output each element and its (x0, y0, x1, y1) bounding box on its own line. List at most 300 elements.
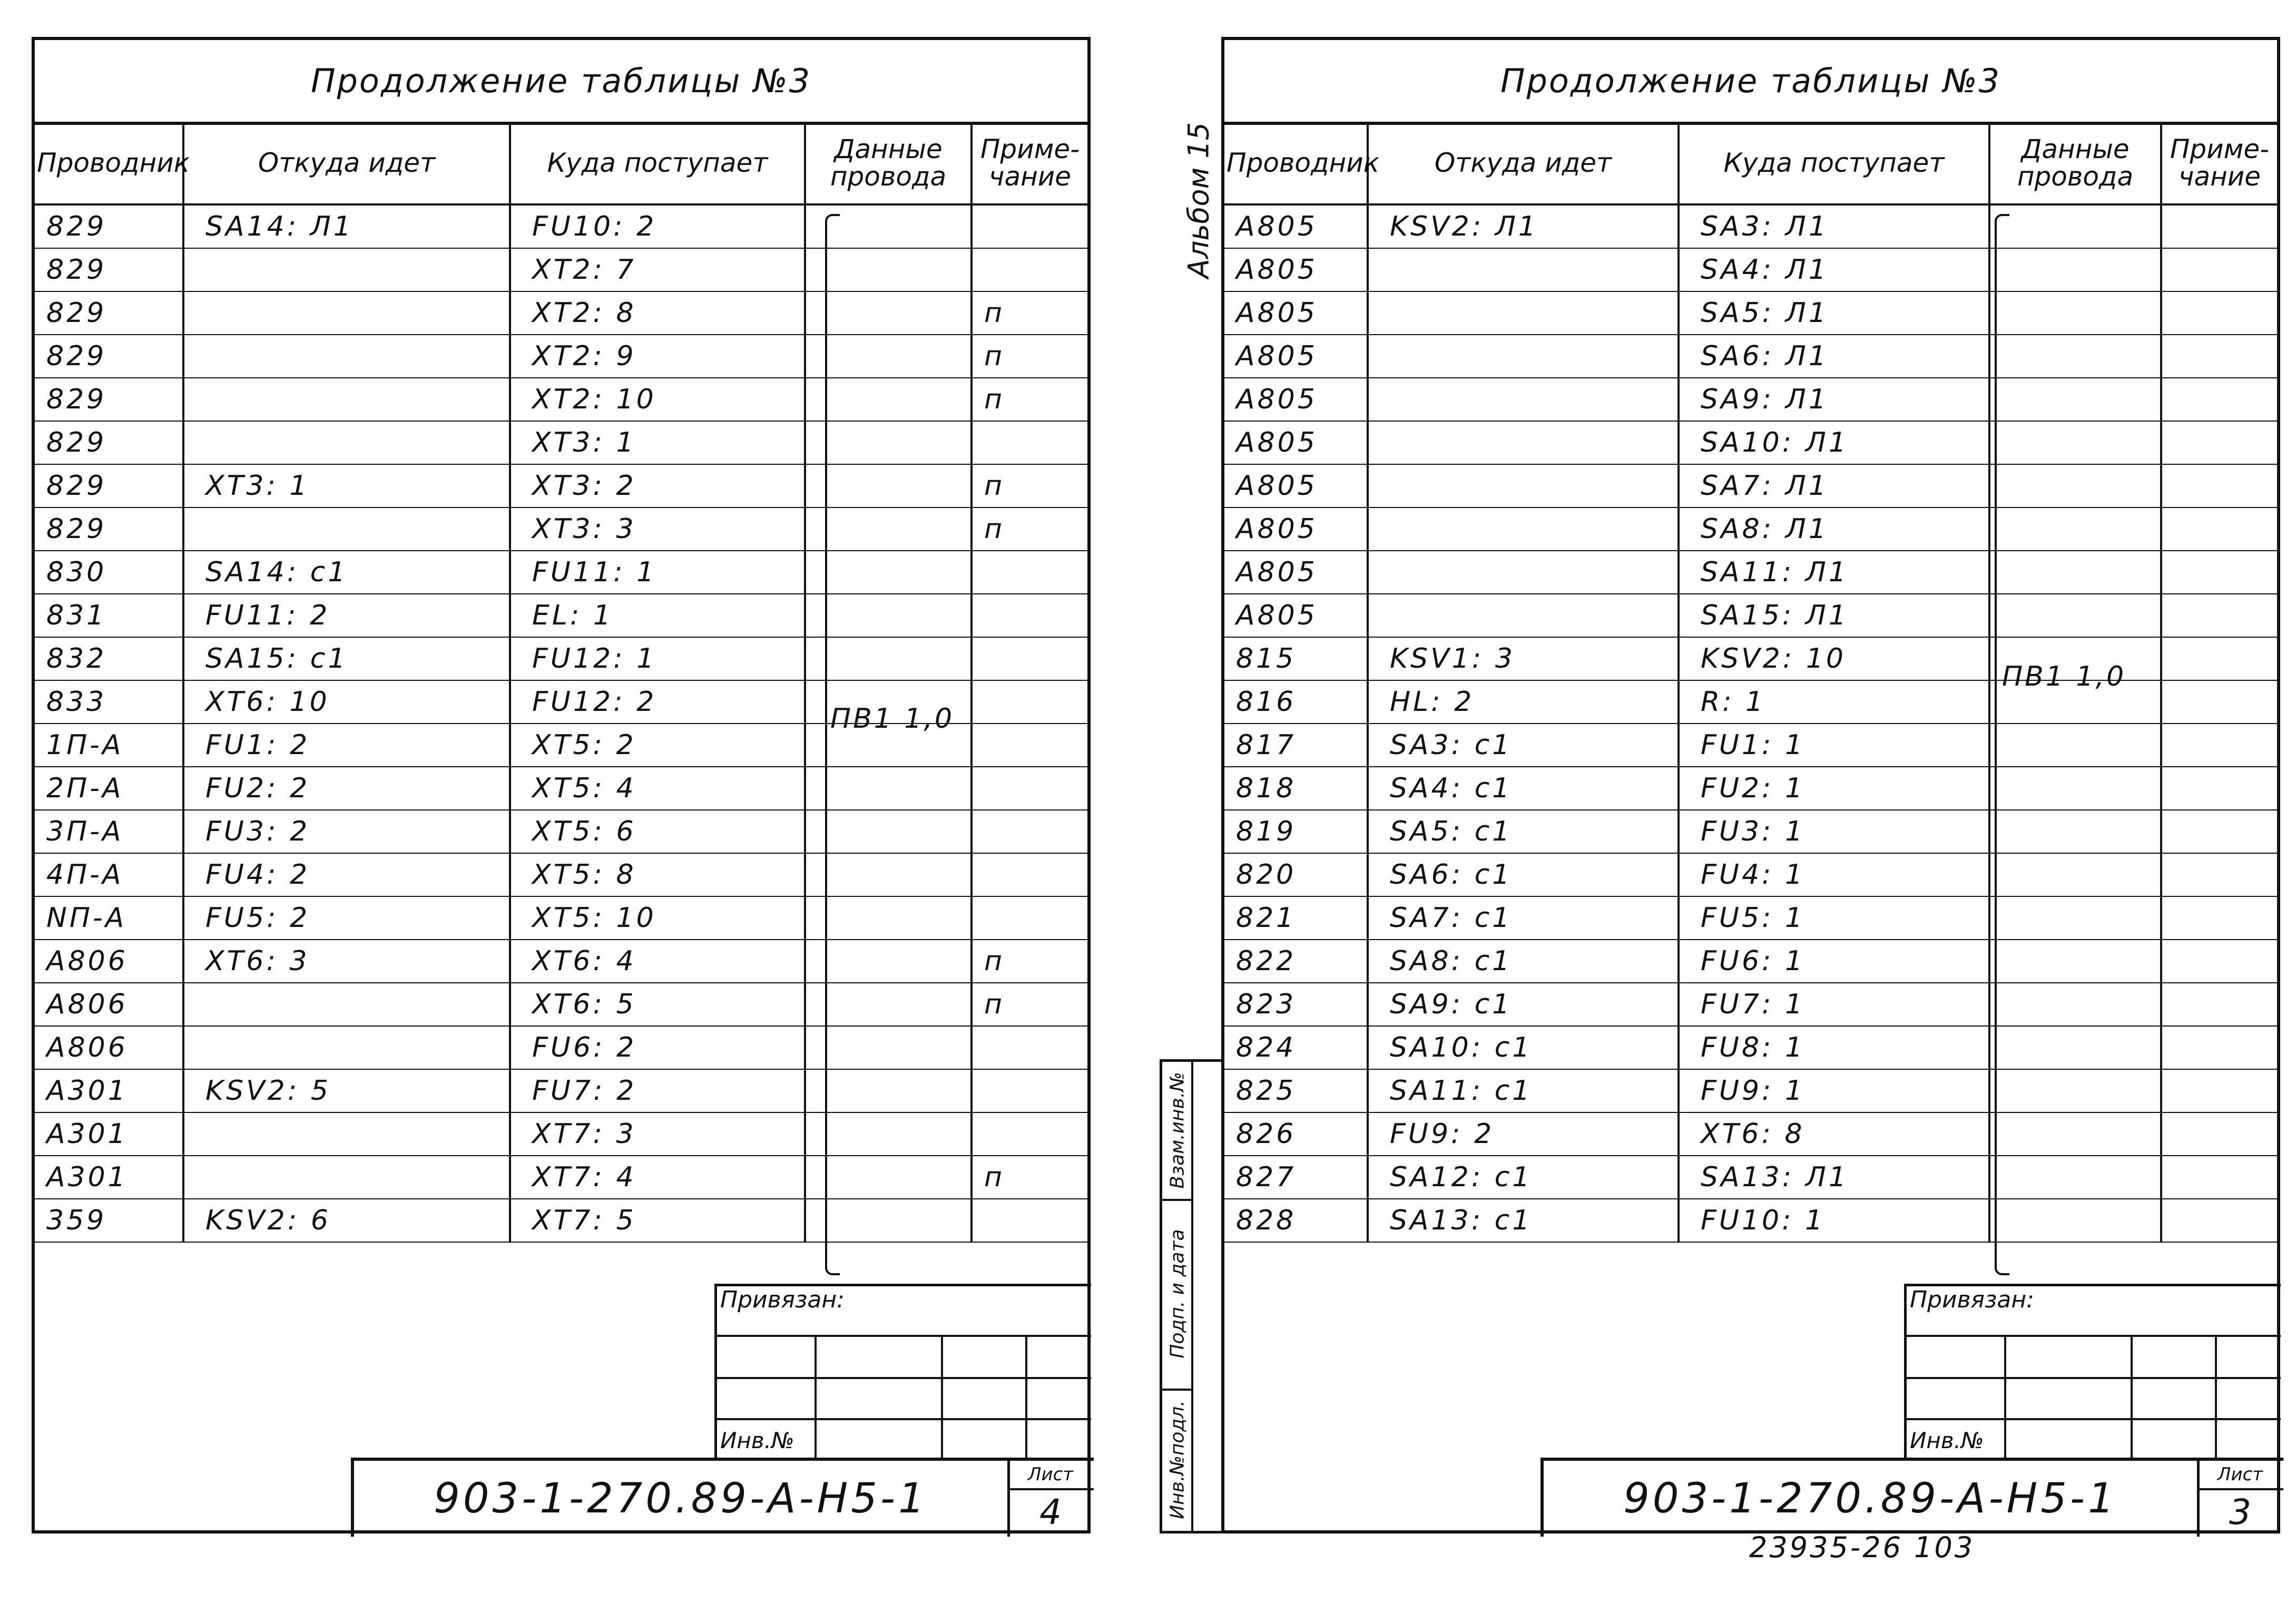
cell-to: SA4: Л1 (1679, 248, 1989, 291)
cell-wire-data (1989, 594, 2161, 637)
cell-from (183, 291, 510, 335)
cell-to: FU12: 1 (510, 637, 805, 680)
cell-to: FU6: 2 (510, 1026, 805, 1069)
header-note: Приме-чание (972, 122, 1087, 204)
cell-to: SA15: Л1 (1679, 594, 1989, 637)
cell-wire-data (1989, 1069, 2161, 1112)
cell-from: XT3: 1 (183, 464, 510, 507)
cell-conductor: A806 (35, 1026, 183, 1069)
cell-note (2161, 637, 2277, 680)
cell-conductor: A805 (1224, 464, 1368, 507)
table-row (35, 983, 1087, 1026)
cell-note: п (972, 291, 1087, 335)
cell-wire-data (1989, 551, 2161, 594)
cell-from: SA13: c1 (1368, 1199, 1679, 1242)
cell-note (2161, 896, 2277, 940)
cell-conductor: 3П-А (35, 810, 183, 853)
table-header-row (35, 122, 1087, 204)
cell-to: FU7: 2 (510, 1069, 805, 1112)
cell-to: FU5: 1 (1679, 896, 1989, 940)
cell-to: FU7: 1 (1679, 983, 1989, 1026)
wire-data-brace (1995, 214, 2009, 1275)
table-row (35, 464, 1087, 507)
table-row (35, 1026, 1087, 1069)
cell-to: SA5: Л1 (1679, 291, 1989, 335)
cell-to: FU12: 2 (510, 680, 805, 724)
table-row (1224, 335, 2277, 378)
cell-conductor: 818 (1224, 767, 1368, 810)
cell-to: FU8: 1 (1679, 1026, 1989, 1069)
table-row (35, 1069, 1087, 1112)
cell-from (1368, 378, 1679, 421)
cell-wire-data (1989, 1026, 2161, 1069)
cell-wire-data (1989, 421, 2161, 464)
cell-wire-data (1989, 507, 2161, 551)
cell-note: п (972, 983, 1087, 1026)
cell-to: FU10: 2 (510, 204, 805, 248)
title-block (1541, 1458, 2283, 1537)
header-to: Куда поступает (1679, 122, 1989, 204)
cell-to: XT5: 6 (510, 810, 805, 853)
wire-data-brace (825, 214, 840, 1275)
cell-to: FU1: 1 (1679, 724, 1989, 767)
cell-from: SA14: Л1 (183, 204, 510, 248)
cell-wire-data (1989, 1156, 2161, 1199)
cell-to: XT6: 4 (510, 940, 805, 983)
cell-note (2161, 767, 2277, 810)
cell-wire-data (1989, 378, 2161, 421)
cell-from: XT6: 3 (183, 940, 510, 983)
cell-from: SA15: c1 (183, 637, 510, 680)
header-wire-data: Данные провода (805, 122, 972, 204)
cell-from: SA8: c1 (1368, 940, 1679, 983)
cell-to: XT3: 1 (510, 421, 805, 464)
cell-conductor: 822 (1224, 940, 1368, 983)
cell-to: R: 1 (1679, 680, 1989, 724)
sheet-number: 3 (2229, 1492, 2251, 1532)
cell-note (2161, 1069, 2277, 1112)
cell-from: KSV2: Л1 (1368, 204, 1679, 248)
sheet-left (32, 37, 1091, 1533)
wire-data-label: ПВ1 1,0 (830, 703, 955, 735)
table-row (1224, 810, 2277, 853)
sheet-label: Лист (2197, 1461, 2283, 1490)
table-row (35, 810, 1087, 853)
cell-note (2161, 940, 2277, 983)
cell-note (2161, 204, 2277, 248)
cell-from: SA9: c1 (1368, 983, 1679, 1026)
cell-wire-data (1989, 291, 2161, 335)
cell-wire-data (1989, 335, 2161, 378)
table-row (35, 378, 1087, 421)
cell-from: SA3: c1 (1368, 724, 1679, 767)
cell-conductor: 823 (1224, 983, 1368, 1026)
cell-to: XT3: 3 (510, 507, 805, 551)
cell-wire-data (1989, 940, 2161, 983)
album-label: Альбом 15 (1182, 122, 1215, 279)
header-conductor: Проводник (1224, 122, 1368, 204)
cell-wire-data (1989, 204, 2161, 248)
table-row (1224, 767, 2277, 810)
cell-conductor: 1П-А (35, 724, 183, 767)
table-row (35, 853, 1087, 896)
cell-note (2161, 1199, 2277, 1242)
cell-to: SA10: Л1 (1679, 421, 1989, 464)
cell-conductor: 824 (1224, 1026, 1368, 1069)
cell-note (2161, 291, 2277, 335)
cell-conductor: A301 (35, 1112, 183, 1156)
cell-note (972, 1112, 1087, 1156)
cell-note (972, 810, 1087, 853)
sheet-label: Лист (1007, 1461, 1094, 1490)
cell-to: EL: 1 (510, 594, 805, 637)
binding-stamp (714, 1284, 1091, 1460)
cell-conductor: 816 (1224, 680, 1368, 724)
cell-from (1368, 291, 1679, 335)
cell-to: FU2: 1 (1679, 767, 1989, 810)
cell-to: KSV2: 10 (1679, 637, 1989, 680)
cell-wire-data (1989, 853, 2161, 896)
cell-to: XT2: 8 (510, 291, 805, 335)
binding-stamp (1904, 1284, 2281, 1460)
cell-conductor: A805 (1224, 551, 1368, 594)
cell-to: SA3: Л1 (1679, 204, 1989, 248)
cell-from (1368, 464, 1679, 507)
header-to: Куда поступает (510, 122, 805, 204)
wiring-table (35, 122, 1087, 1243)
cell-to: XT3: 2 (510, 464, 805, 507)
cell-to: XT7: 3 (510, 1112, 805, 1156)
table-row (1224, 1199, 2277, 1242)
footer-number: 23935-26 103 (1749, 1531, 1975, 1564)
table-row (35, 1199, 1087, 1242)
side-strip (1160, 1059, 1221, 1533)
cell-note (2161, 551, 2277, 594)
cell-from (183, 1156, 510, 1199)
table-row (1224, 507, 2277, 551)
cell-note (2161, 248, 2277, 291)
cell-conductor: 831 (35, 594, 183, 637)
cell-to: XT2: 7 (510, 248, 805, 291)
cell-conductor: 830 (35, 551, 183, 594)
cell-from: SA6: c1 (1368, 853, 1679, 896)
cell-wire-data (1989, 983, 2161, 1026)
cell-to: SA13: Л1 (1679, 1156, 1989, 1199)
header-note: Приме-чание (2161, 122, 2277, 204)
cell-conductor: 829 (35, 378, 183, 421)
cell-conductor: 832 (35, 637, 183, 680)
table-row (35, 637, 1087, 680)
cell-wire-data (1989, 896, 2161, 940)
cell-from: SA4: c1 (1368, 767, 1679, 810)
cell-conductor: 829 (35, 291, 183, 335)
cell-conductor: 829 (35, 464, 183, 507)
cell-conductor: 819 (1224, 810, 1368, 853)
cell-from: SA10: c1 (1368, 1026, 1679, 1069)
header-wire-data: Данные провода (1989, 122, 2161, 204)
table-row (1224, 896, 2277, 940)
header-from: Откуда идет (1368, 122, 1679, 204)
table-row (1224, 421, 2277, 464)
side-label-replace: Взам.инв.№ (1166, 1072, 1188, 1189)
cell-to: FU6: 1 (1679, 940, 1989, 983)
table-title: Продолжение таблицы №3 (1224, 40, 2277, 125)
table-row (35, 291, 1087, 335)
table-row (1224, 853, 2277, 896)
cell-wire-data (1989, 767, 2161, 810)
table-title: Продолжение таблицы №3 (35, 40, 1087, 125)
cell-from: FU4: 2 (183, 853, 510, 896)
binding-label: Привязан: (1910, 1286, 2034, 1313)
cell-note: п (972, 1156, 1087, 1199)
cell-conductor: 829 (35, 421, 183, 464)
cell-to: SA8: Л1 (1679, 507, 1989, 551)
cell-note (972, 637, 1087, 680)
cell-wire-data (1989, 810, 2161, 853)
document-code: 903-1-270.89-А-Н5-1 (354, 1461, 1010, 1537)
cell-conductor: A805 (1224, 335, 1368, 378)
table-row (1224, 291, 2277, 335)
cell-note (2161, 421, 2277, 464)
cell-conductor: 2П-А (35, 767, 183, 810)
table-row (1224, 724, 2277, 767)
cell-to: FU9: 1 (1679, 1069, 1989, 1112)
cell-conductor: 825 (1224, 1069, 1368, 1112)
cell-wire-data (1989, 1199, 2161, 1242)
cell-to: SA7: Л1 (1679, 464, 1989, 507)
table-row (1224, 594, 2277, 637)
cell-conductor: 829 (35, 248, 183, 291)
document-code: 903-1-270.89-А-Н5-1 (1544, 1461, 2200, 1537)
table-row (35, 1112, 1087, 1156)
cell-from (183, 421, 510, 464)
cell-conductor: 829 (35, 507, 183, 551)
cell-conductor: A805 (1224, 248, 1368, 291)
cell-note (972, 680, 1087, 724)
cell-conductor: 829 (35, 335, 183, 378)
cell-to: XT5: 10 (510, 896, 805, 940)
cell-note (2161, 853, 2277, 896)
cell-from (183, 507, 510, 551)
cell-note (972, 853, 1087, 896)
cell-note (2161, 680, 2277, 724)
cell-to: SA11: Л1 (1679, 551, 1989, 594)
cell-to: XT2: 9 (510, 335, 805, 378)
cell-note (2161, 507, 2277, 551)
cell-conductor: 821 (1224, 896, 1368, 940)
cell-note (2161, 335, 2277, 378)
table-row (1224, 378, 2277, 421)
cell-conductor: 833 (35, 680, 183, 724)
cell-note (972, 421, 1087, 464)
cell-conductor: A805 (1224, 291, 1368, 335)
cell-conductor: 820 (1224, 853, 1368, 896)
wire-data-label: ПВ1 1,0 (2002, 661, 2126, 692)
cell-from: SA7: c1 (1368, 896, 1679, 940)
cell-note (2161, 1026, 2277, 1069)
cell-from: SA12: c1 (1368, 1156, 1679, 1199)
table-row (35, 204, 1087, 248)
cell-conductor: A805 (1224, 507, 1368, 551)
table-row (35, 335, 1087, 378)
cell-from: FU1: 2 (183, 724, 510, 767)
cell-conductor: A805 (1224, 421, 1368, 464)
cell-conductor: 828 (1224, 1199, 1368, 1242)
cell-to: FU3: 1 (1679, 810, 1989, 853)
cell-to: XT5: 8 (510, 853, 805, 896)
cell-from (183, 248, 510, 291)
cell-conductor: A805 (1224, 378, 1368, 421)
cell-from: FU2: 2 (183, 767, 510, 810)
table-row (1224, 464, 2277, 507)
cell-note (2161, 983, 2277, 1026)
cell-from: SA5: c1 (1368, 810, 1679, 853)
cell-from: FU3: 2 (183, 810, 510, 853)
cell-to: XT7: 5 (510, 1199, 805, 1242)
table-row (35, 1156, 1087, 1199)
cell-note (972, 1069, 1087, 1112)
table-row (35, 507, 1087, 551)
cell-from (1368, 551, 1679, 594)
cell-from: FU9: 2 (1368, 1112, 1679, 1156)
table-body (1224, 204, 2277, 1242)
cell-conductor: 815 (1224, 637, 1368, 680)
sheet-number: 4 (1039, 1492, 1062, 1532)
cell-to: FU10: 1 (1679, 1199, 1989, 1242)
table-row (35, 594, 1087, 637)
cell-note (972, 1199, 1087, 1242)
cell-note (2161, 810, 2277, 853)
header-conductor: Проводник (35, 122, 183, 204)
cell-from: FU11: 2 (183, 594, 510, 637)
cell-note (2161, 464, 2277, 507)
cell-from (1368, 248, 1679, 291)
cell-conductor: 826 (1224, 1112, 1368, 1156)
cell-conductor: A806 (35, 983, 183, 1026)
cell-to: FU4: 1 (1679, 853, 1989, 896)
inventory-label: Инв.№ (720, 1428, 794, 1453)
cell-from: KSV1: 3 (1368, 637, 1679, 680)
table-row (35, 896, 1087, 940)
cell-note (972, 248, 1087, 291)
cell-to: FU11: 1 (510, 551, 805, 594)
cell-note (2161, 378, 2277, 421)
cell-wire-data (1989, 724, 2161, 767)
cell-note: п (972, 507, 1087, 551)
cell-conductor: 817 (1224, 724, 1368, 767)
cell-from (1368, 335, 1679, 378)
header-from: Откуда идет (183, 122, 510, 204)
table-row (1224, 204, 2277, 248)
cell-note: п (972, 335, 1087, 378)
cell-from (183, 1026, 510, 1069)
cell-from: HL: 2 (1368, 680, 1679, 724)
cell-to: XT2: 10 (510, 378, 805, 421)
cell-wire-data (1989, 464, 2161, 507)
table-row (35, 421, 1087, 464)
cell-conductor: A301 (35, 1069, 183, 1112)
cell-note (972, 551, 1087, 594)
binding-label: Привязан: (720, 1286, 845, 1313)
cell-from: KSV2: 5 (183, 1069, 510, 1112)
inventory-label: Инв.№ (1910, 1428, 1984, 1453)
side-label-signature: Подп. и дата (1166, 1229, 1188, 1359)
cell-note: п (972, 464, 1087, 507)
cell-from: SA11: c1 (1368, 1069, 1679, 1112)
cell-note (972, 724, 1087, 767)
cell-conductor: 829 (35, 204, 183, 248)
cell-note (972, 1026, 1087, 1069)
cell-conductor: NП-А (35, 896, 183, 940)
cell-from (183, 983, 510, 1026)
table-row (1224, 1112, 2277, 1156)
cell-note (2161, 594, 2277, 637)
table-row (1224, 1069, 2277, 1112)
table-row (35, 248, 1087, 291)
table-row (35, 551, 1087, 594)
cell-to: XT6: 8 (1679, 1112, 1989, 1156)
cell-note: п (972, 940, 1087, 983)
title-block (351, 1458, 1094, 1537)
cell-note (972, 594, 1087, 637)
cell-from (1368, 594, 1679, 637)
cell-from (1368, 507, 1679, 551)
cell-wire-data (1989, 1112, 2161, 1156)
sheet-right (1221, 37, 2280, 1533)
table-row (1224, 1026, 2277, 1069)
cell-to: XT7: 4 (510, 1156, 805, 1199)
cell-note: п (972, 378, 1087, 421)
table-header-row (1224, 122, 2277, 204)
cell-to: SA6: Л1 (1679, 335, 1989, 378)
cell-from: SA14: c1 (183, 551, 510, 594)
table-row (1224, 940, 2277, 983)
cell-to: XT5: 2 (510, 724, 805, 767)
cell-conductor: A805 (1224, 594, 1368, 637)
cell-conductor: A805 (1224, 204, 1368, 248)
table-row (1224, 983, 2277, 1026)
cell-to: XT5: 4 (510, 767, 805, 810)
cell-conductor: 4П-А (35, 853, 183, 896)
cell-conductor: A301 (35, 1156, 183, 1199)
cell-note (2161, 1112, 2277, 1156)
cell-note (972, 767, 1087, 810)
cell-wire-data (1989, 248, 2161, 291)
cell-from: FU5: 2 (183, 896, 510, 940)
table-row (1224, 248, 2277, 291)
table-row (35, 940, 1087, 983)
table-row (1224, 1156, 2277, 1199)
table-row (1224, 551, 2277, 594)
cell-conductor: 359 (35, 1199, 183, 1242)
cell-to: XT6: 5 (510, 983, 805, 1026)
cell-from (1368, 421, 1679, 464)
cell-conductor: 827 (1224, 1156, 1368, 1199)
side-label-original: Инв.№подл. (1166, 1400, 1188, 1519)
cell-conductor: A806 (35, 940, 183, 983)
table-row (35, 767, 1087, 810)
cell-from: KSV2: 6 (183, 1199, 510, 1242)
cell-from (183, 1112, 510, 1156)
cell-note (972, 896, 1087, 940)
cell-from (183, 335, 510, 378)
cell-note (2161, 1156, 2277, 1199)
cell-note (2161, 724, 2277, 767)
cell-note (972, 204, 1087, 248)
cell-to: SA9: Л1 (1679, 378, 1989, 421)
cell-from: XT6: 10 (183, 680, 510, 724)
cell-from (183, 378, 510, 421)
